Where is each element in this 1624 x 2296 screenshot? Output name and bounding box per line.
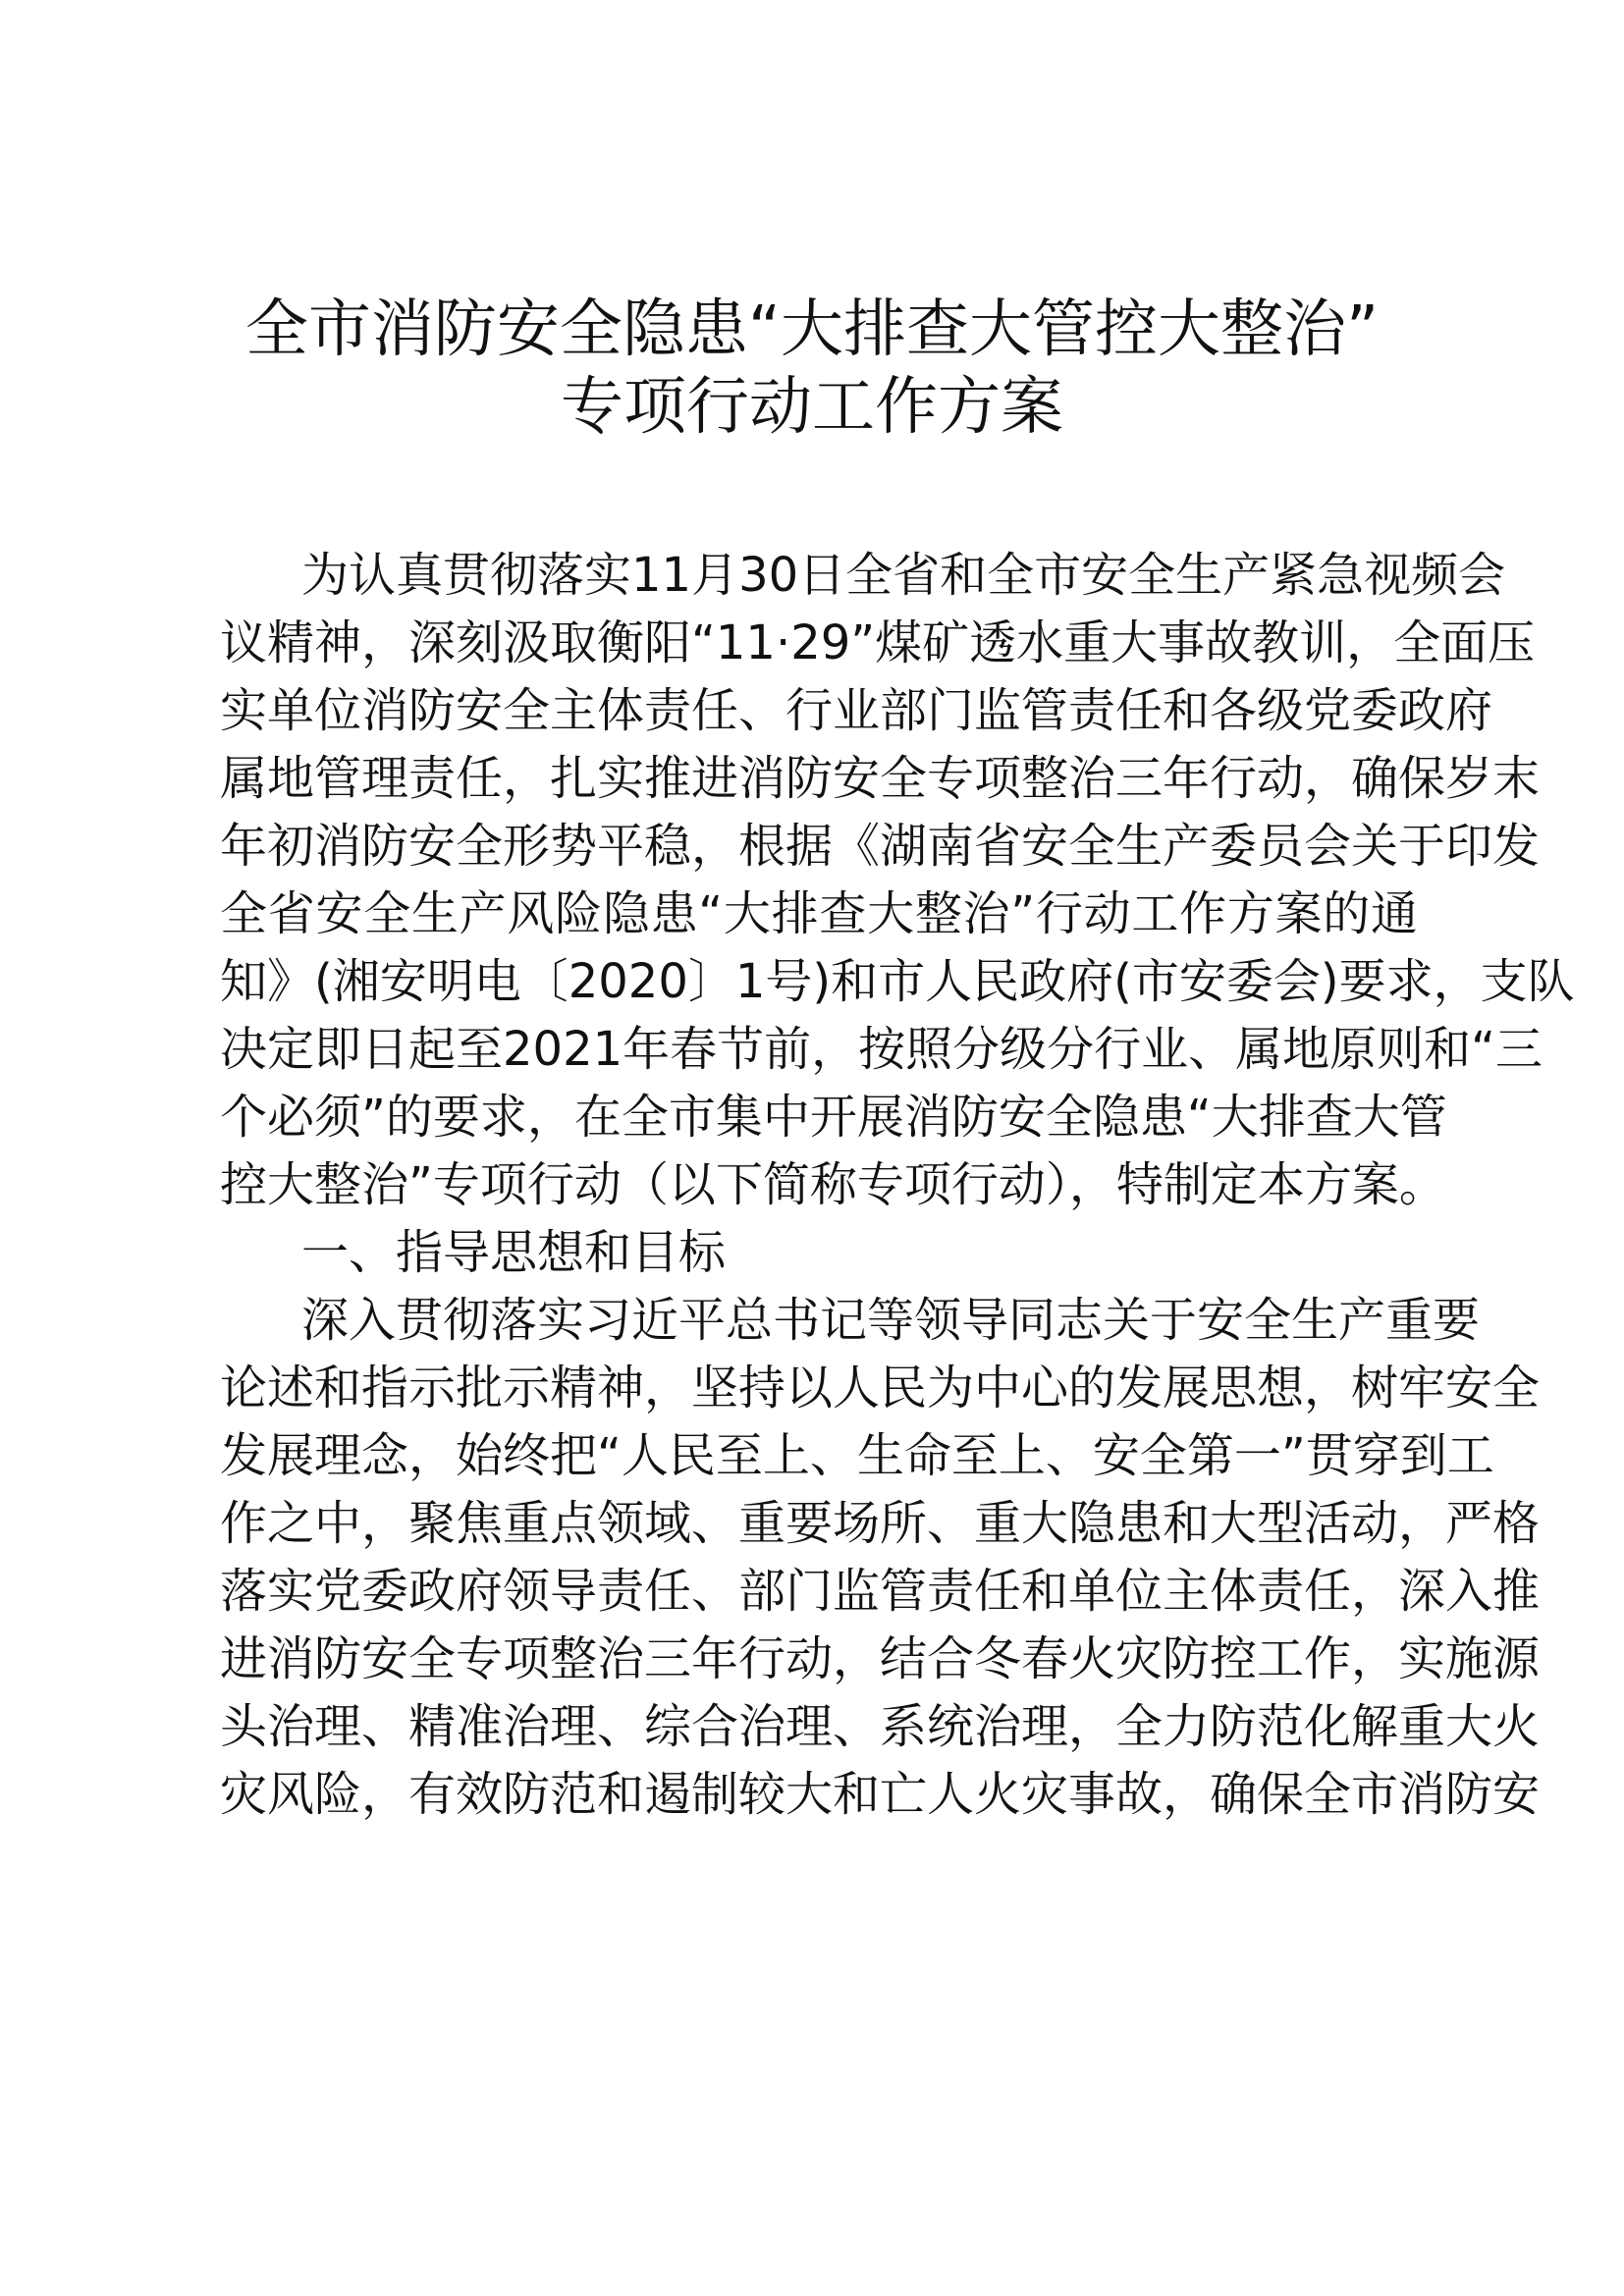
intro-paragraph-line: 全省安全生产风险隐患“大排查大整治”行动工作方案的通 bbox=[220, 886, 1418, 941]
section-1-paragraph-line: 进消防安全专项整治三年行动，结合冬春火灾防控工作，实施源 bbox=[220, 1631, 1541, 1686]
section-1-paragraph-line: 灾风险，有效防范和遏制较大和亡人火灾事故，确保全市消防安 bbox=[220, 1767, 1541, 1822]
intro-paragraph-line: 控大整治”专项行动（以下简称专项行动），特制定本方案。 bbox=[220, 1157, 1446, 1212]
intro-paragraph-line: 属地管理责任，扎实推进消防安全专项整治三年行动，确保岁末 bbox=[220, 751, 1541, 806]
intro-paragraph-line: 议精神，深刻汲取衡阳“11·29”煤矿透水重大事故教训，全面压 bbox=[220, 615, 1536, 670]
section-1-heading: 一、指导思想和目标 bbox=[301, 1225, 727, 1280]
section-1-paragraph-line: 头治理、精准治理、综合治理、系统治理，全力防范化解重大火 bbox=[220, 1699, 1541, 1754]
section-1-paragraph-line: 作之中，聚焦重点领域、重要场所、重大隐患和大型活动，严格 bbox=[220, 1496, 1541, 1551]
document-title-line-1: 全市消防安全隐患“大排查大管控大整治” bbox=[244, 294, 1380, 366]
intro-paragraph-line: 实单位消防安全主体责任、行业部门监管责任和各级党委政府 bbox=[220, 683, 1493, 738]
intro-paragraph-line: 年初消防安全形势平稳，根据《湖南省安全生产委员会关于印发 bbox=[220, 819, 1541, 874]
intro-paragraph-line: 知》(湘安明电〔2020〕1号)和市人民政府(市安委会)要求，支队 bbox=[220, 954, 1575, 1009]
section-1-paragraph-line: 落实党委政府领导责任、部门监管责任和单位主体责任，深入推 bbox=[220, 1564, 1541, 1619]
section-1-paragraph-line: 论述和指示批示精神，坚持以人民为中心的发展思想，树牢安全 bbox=[220, 1361, 1541, 1415]
intro-paragraph-line: 为认真贯彻落实11月30日全省和全市安全生产紧急视频会 bbox=[301, 548, 1506, 603]
document-title-line-2: 专项行动工作方案 bbox=[561, 371, 1063, 444]
section-1-paragraph-line: 发展理念，始终把“人民至上、生命至上、安全第一”贯穿到工 bbox=[220, 1428, 1494, 1483]
intro-paragraph-line: 个必须”的要求，在全市集中开展消防安全隐患“大排查大管 bbox=[220, 1090, 1447, 1145]
section-1-paragraph-line: 深入贯彻落实习近平总书记等领导同志关于安全生产重要 bbox=[301, 1293, 1481, 1348]
intro-paragraph-line: 决定即日起至2021年春节前，按照分级分行业、属地原则和“三 bbox=[220, 1022, 1543, 1077]
